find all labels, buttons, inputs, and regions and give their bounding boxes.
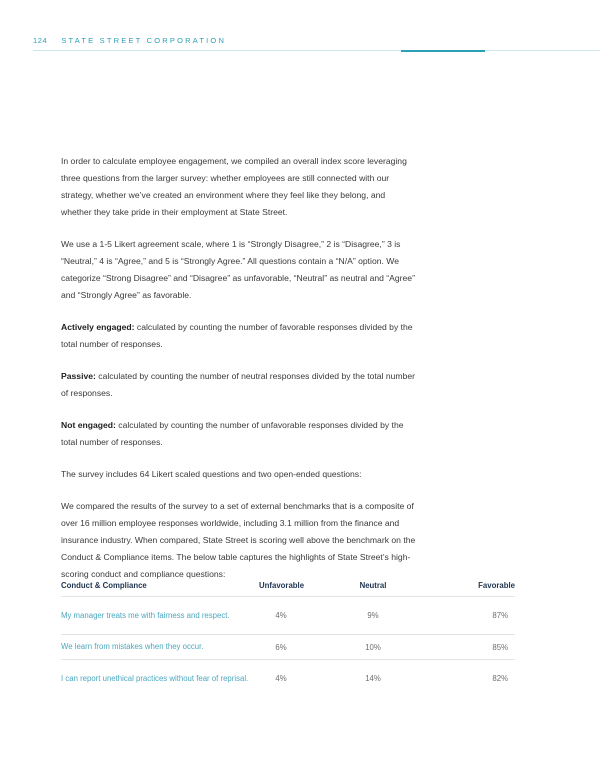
table-row bbox=[61, 660, 515, 697]
unfavorable-cell: 4% bbox=[275, 674, 287, 683]
header-unfavorable: Unfavorable bbox=[259, 581, 305, 590]
question-cell: We learn from mistakes when they occur. bbox=[61, 642, 204, 651]
unfavorable-cell: 6% bbox=[275, 642, 287, 652]
conduct-compliance-table bbox=[61, 581, 515, 697]
question-cell: I can report unethical practices without fear of reprisal. bbox=[61, 673, 249, 683]
paragraph-not-engaged bbox=[61, 417, 417, 451]
page-number: 124 bbox=[33, 36, 48, 45]
header-conduct-compliance: Conduct & Compliance bbox=[61, 581, 147, 590]
neutral-cell: 14% bbox=[365, 674, 381, 683]
actively-engaged-label: Actively engaged: bbox=[61, 322, 135, 332]
neutral-cell: 10% bbox=[365, 642, 381, 652]
passive-text: calculated by counting the number of neutral responses divided by the total number of responses. bbox=[61, 371, 416, 398]
paragraph-passive bbox=[61, 368, 417, 402]
neutral-cell: 9% bbox=[367, 611, 379, 620]
paragraph-likert-scale: We use a 1-5 Likert agreement scale, where 1 is “Strongly Disagree,” 2 is “Disagree,” 3 is “Neutral,” 4 is “Agree,” and 5 is “Strongly Agree.” All questions contain a “N/A” option. We categorize “Strong Disagree” and “Disagree” as unfavorable, “Neutral” as neutral and “Agree” and “Strongly Agree” as favorable. bbox=[61, 239, 415, 300]
table-row bbox=[61, 635, 515, 660]
paragraph-survey-questions: The survey includes 64 Likert scaled questions and two open-ended questions: bbox=[61, 469, 362, 479]
question-cell: My manager treats me with fairness and respect. bbox=[61, 610, 230, 620]
company-name: STATE STREET CORPORATION bbox=[61, 36, 227, 45]
header-neutral: Neutral bbox=[359, 581, 387, 590]
unfavorable-cell: 4% bbox=[275, 611, 287, 620]
actively-engaged-text: calculated by counting the number of favorable responses divided by the total number of responses. bbox=[61, 322, 413, 349]
table-row bbox=[61, 597, 515, 635]
paragraph-actively-engaged bbox=[61, 319, 417, 353]
paragraph-benchmarks: We compared the results of the survey to a set of external benchmarks that is a composite of over 16 million employee responses worldwide, including 3.1 million from the finance and insurance industry. When compared, State Street is scoring well above the benchmark on the Conduct & Compliance items. The below table captures the highlights of State Street’s high-scoring conduct and compliance questions: bbox=[61, 501, 416, 579]
page-header bbox=[33, 36, 226, 45]
header-accent-rule bbox=[401, 50, 485, 52]
passive-label: Passive: bbox=[61, 371, 96, 381]
table-header bbox=[61, 581, 515, 597]
favorable-cell: 87% bbox=[492, 611, 508, 620]
body-text bbox=[61, 153, 417, 598]
not-engaged-text: calculated by counting the number of unfavorable responses divided by the total number of responses. bbox=[61, 420, 404, 447]
favorable-cell: 85% bbox=[492, 642, 508, 652]
paragraph-engagement-index: In order to calculate employee engagement, we compiled an overall index score leveraging three questions from the larger survey: whether employees are still connected with our strategy, whether we’ve created an environment where they feel like they belong, and whether they take pride in their employment at State Street. bbox=[61, 156, 407, 217]
not-engaged-label: Not engaged: bbox=[61, 420, 116, 430]
header-rule bbox=[33, 50, 600, 51]
favorable-cell: 82% bbox=[492, 674, 508, 683]
header-favorable: Favorable bbox=[478, 581, 515, 590]
